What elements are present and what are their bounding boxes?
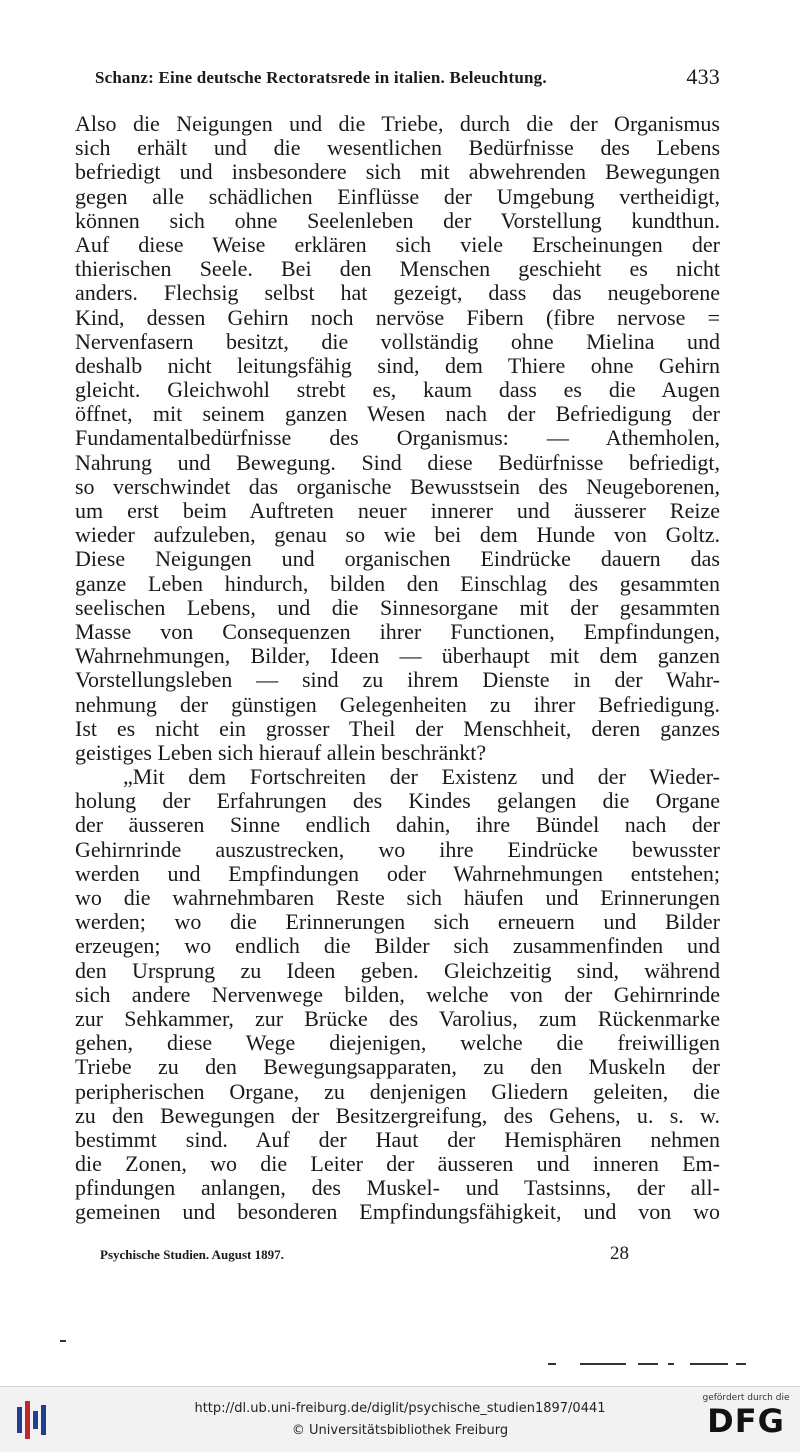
text-line: gleicht. Gleichwohl strebt es, kaum dass es die Augen — [75, 377, 720, 403]
text-line: Also die Neigungen und die Triebe, durch die der Organismus — [75, 111, 720, 136]
scan-artifact — [668, 1363, 674, 1365]
text-line: öffnet, mit seinem ganzen Wesen nach der Befriedigung der — [75, 401, 720, 427]
text-line: holung der Erfahrungen des Kindes gelangen die Organe — [75, 788, 720, 814]
text-line: wo die wahrnehmbaren Reste sich häufen und Erinnerungen — [75, 885, 720, 910]
text-line: Nahrung und Bewegung. Sind diese Bedürfnisse befriedigt, — [75, 449, 720, 475]
dfg-logo — [700, 1393, 792, 1448]
text-line: Vorstellungsleben — sind zu ihrem Dienste in der Wahr- — [75, 667, 720, 693]
text-line: Wahrnehmungen, Bilder, Ideen — überhaupt mit dem ganzen — [75, 643, 720, 669]
text-line: die Zonen, wo die Leiter der äusseren und inneren Em- — [75, 1151, 720, 1177]
text-line: nehmung der günstigen Gelegenheiten zu ihrer Befriedigung. — [75, 691, 720, 717]
text-line: Diese Neigungen und organischen Eindrücke dauern das — [75, 546, 720, 572]
text-line: wieder aufzuleben, genau so wie bei dem Hunde von Goltz. — [75, 522, 720, 548]
text-line: gemeinen und besonderen Empfindungsfähigkeit, und von wo — [75, 1199, 720, 1225]
text-line: Triebe zu den Bewegungsapparaten, zu den Muskeln der — [75, 1054, 720, 1080]
text-line: Auf diese Weise erklären sich viele Erscheinungen der — [75, 231, 720, 257]
text-line: bestimmt sind. Auf der Haut der Hemisphären nehmen — [75, 1126, 720, 1152]
text-line: gegen alle schädlichen Einflüsse der Umgebung vertheidigt, — [75, 183, 720, 209]
text-line: so verschwindet das organische Bewusstsein des Neugeborenen, — [75, 473, 720, 499]
text-line: werden; wo die Erinnerungen sich erneuern und Bilder — [75, 909, 720, 935]
text-line: um erst beim Auftreten neuer innerer und äusserer Reize — [75, 498, 720, 523]
text-line: sich andere Nervenwege bilden, welche von der Gehirnrinde — [75, 981, 720, 1007]
running-title: Schanz: Eine deutsche Rectoratsrede in italien. Beleuchtung. — [95, 68, 547, 87]
text-line: befriedigt und insbesondere sich mit abwehrenden Bewegungen — [75, 159, 720, 185]
text-line: seelischen Lebens, und die Sinnesorgane mit der gesammten — [75, 594, 720, 620]
viewer-footer-bar — [0, 1386, 800, 1452]
text-line: pfindungen anlangen, des Muskel- und Tastsinns, der all- — [75, 1175, 720, 1201]
scan-artifact — [736, 1363, 746, 1365]
text-line: zur Sehkammer, zur Brücke des Varolius, zum Rückenmarke — [75, 1005, 720, 1031]
text-line: gehen, diese Wege diejenigen, welche die freiwilligen — [75, 1030, 720, 1056]
text-line: zu den Bewegungen der Besitzergreifung, des Gehens, u. s. w. — [75, 1102, 720, 1128]
page-number: 433 — [686, 64, 720, 89]
dfg-logo-text: DFG — [707, 1402, 785, 1440]
text-line: deshalb nicht leitungsfähig sind, dem Thiere ohne Gehirn — [75, 352, 720, 378]
scan-artifact — [638, 1363, 658, 1365]
running-header — [95, 64, 720, 94]
journal-source: Psychische Studien. August 1897. — [100, 1247, 284, 1262]
text-line: Fundamentalbedürfnisse des Organismus: — Athemholen, — [75, 425, 720, 451]
scan-artifact — [580, 1363, 626, 1365]
copyright-notice: © Universitätsbibliothek Freiburg — [291, 1423, 509, 1438]
scan-artifact — [60, 1340, 66, 1342]
text-line: Gehirnrinde auszustrecken, wo ihre Eindrücke bewusster — [75, 836, 720, 862]
text-line: der äusseren Sinne endlich dahin, ihre Bündel nach der — [75, 812, 720, 838]
text-line: peripherischen Organe, zu denjenigen Gliedern geleiten, die — [75, 1078, 720, 1104]
signature-mark: 28 — [610, 1243, 629, 1264]
text-line: den Ursprung zu Ideen geben. Gleichzeitig sind, während — [75, 957, 720, 983]
text-line: können sich ohne Seelenleben der Vorstellung kundthun. — [75, 207, 720, 233]
text-line: Nervenfasern besitzt, die vollständig ohne Mielina und — [75, 328, 720, 354]
text-line: anders. Flechsig selbst hat gezeigt, dass das neugeborene — [75, 280, 720, 306]
body-text — [75, 112, 720, 1225]
text-line: sich erhält und die wesentlichen Bedürfnisse des Lebens — [75, 135, 720, 161]
paragraph-end-line: geistiges Leben sich hierauf allein beschränkt? — [75, 739, 487, 765]
scan-artifact — [690, 1363, 728, 1365]
text-line: Ist es nicht ein grosser Theil der Menschheit, deren ganzes — [75, 715, 720, 741]
text-line: Masse von Consequenzen ihrer Functionen, Empfindungen, — [75, 618, 720, 644]
text-line: werden und Empfindungen oder Wahrnehmungen entstehen; — [75, 860, 720, 886]
page-footer — [100, 1243, 640, 1267]
scan-artifact — [548, 1363, 556, 1365]
text-line: erzeugen; wo endlich die Bilder sich zusammenfinden und — [75, 933, 720, 959]
dfg-funding-note: gefördert durch die — [702, 1393, 790, 1403]
permalink-url[interactable]: http://dl.ub.uni-freiburg.de/diglit/psychische_studien1897/0441 — [194, 1401, 606, 1416]
text-line: Kind, dessen Gehirn noch nervöse Fibern (fibre nervose = — [75, 304, 720, 330]
paragraph-start-line: „Mit dem Fortschreiten der Existenz und der Wieder- — [123, 764, 720, 790]
text-line: ganze Leben hindurch, bilden den Einschlag des gesammten — [75, 570, 720, 596]
text-line: thierischen Seele. Bei den Menschen geschieht es nicht — [75, 256, 720, 282]
